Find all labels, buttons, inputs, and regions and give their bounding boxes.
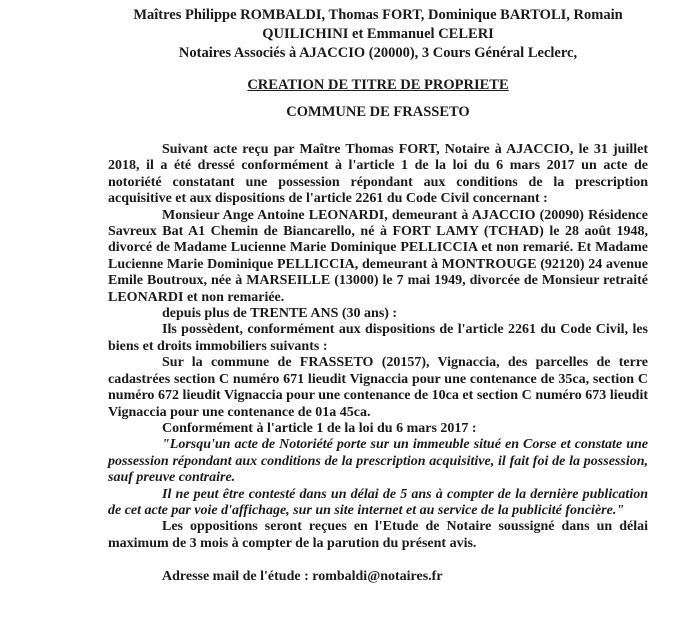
paragraph-oppositions: Les oppositions seront reçues en l'Etude de Notaire soussigné dans un délai maximum de 3 mois à compter de la parution du présent avis. (108, 519, 648, 551)
paragraph-parcels: Sur la commune de FRASSETO (20157), Vignaccia, des parcelles de terre cadastrées section C numéro 671 lieudit Vignaccia pour une contenance de 35ca, section C numéro 672 lieudit Vignaccia pour une contenance de 10ca et section C numéro 673 lieudit Vignaccia pour une contenance de 01a 45ca. (108, 355, 648, 420)
paragraph-quote-1: "Lorsqu'un acte de Notoriété porte sur un immeuble situé en Corse et constate une possession répondant aux conditions de la prescription acquisitive, il fait foi de la possession, sauf preuve contraire. (108, 437, 648, 486)
paragraph-parties: Monsieur Ange Antoine LEONARDI, demeurant à AJACCIO (20090) Résidence Savreux Bat A1 Chemin de Biancarello, né à FORT LAMY (TCHAD) le 28 août 1948, divorcé de Madame Lucienne Marie Dominique PELLICCIA et non remarié. Et Madame Lucienne Marie Dominique PELLICCIA, demeurant à MONTROUGE (92120) 24 avenue Emile Boutroux, née à MARSEILLE (13000) le 7 mai 1949, divorcée de Monsieur retraité LEONARDI et non remariée. (108, 207, 648, 305)
paragraph-quote-2: Il ne peut être contesté dans un délai de 5 ans à compter de la dernière publication de cet acte par voie d'affichage, sur un site internet et au service de la publicité foncière." (108, 486, 648, 518)
document-subtitle: COMMUNE DE FRASSETO (286, 104, 470, 120)
paragraph-possession: Ils possèdent, conformément aux dispositions de l'article 2261 du Code Civil, les biens et droits immobiliers suivants : (108, 322, 648, 354)
notice-document (108, 6, 648, 586)
paragraph-email: Adresse mail de l'étude : rombaldi@notaires.fr (162, 569, 443, 585)
notice-body (108, 142, 648, 586)
paragraph-duration: depuis plus de TRENTE ANS (30 ans) : (162, 306, 398, 322)
document-title-container (108, 76, 648, 95)
paragraph-law-reference: Conformément à l'article 1 de la loi du 6 mars 2017 : (162, 420, 477, 436)
letterhead-line-3: Notaires Associés à AJACCIO (20000), 3 Cours Général Leclerc, (178, 45, 578, 61)
document-title: CREATION DE TITRE DE PROPRIETE (247, 77, 509, 93)
notary-letterhead (108, 6, 648, 63)
letterhead-line-2: QUILICHINI et Emmanuel CELERI (262, 26, 494, 42)
letterhead-line-1: Maîtres Philippe ROMBALDI, Thomas FORT, Dominique BARTOLI, Romain (133, 7, 623, 23)
paragraph-act-intro: Suivant acte reçu par Maître Thomas FORT, Notaire à AJACCIO, le 31 juillet 2018, il a été dressé conformément à l'article 1 de la loi du 6 mars 2017 un acte de notoriété constatant une possession répondant aux conditions de la prescription acquisitive et aux dispositions de l'article 2261 du Code Civil concernant : (108, 142, 648, 207)
